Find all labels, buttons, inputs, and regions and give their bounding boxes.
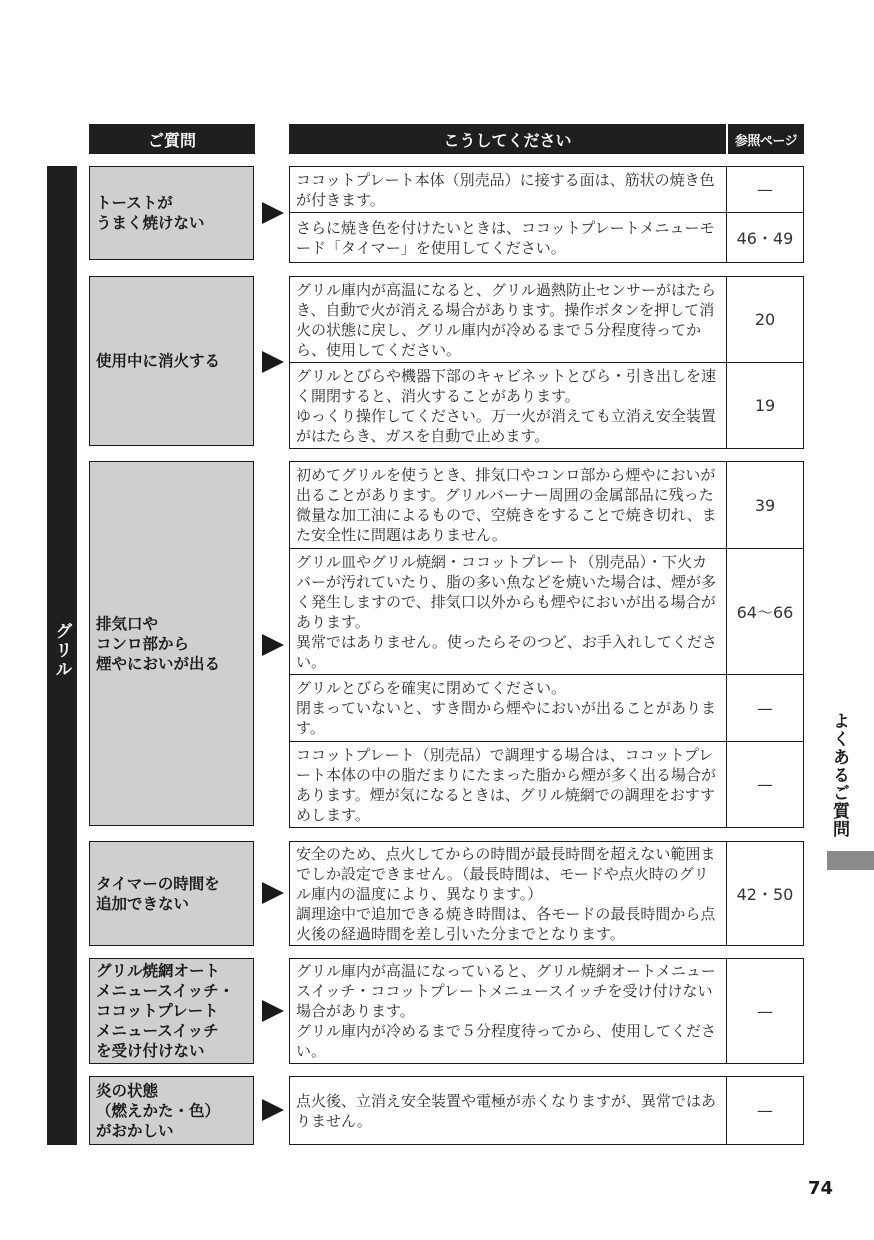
arrow-right-icon (262, 351, 284, 373)
answer-cell: グリルとびらを確実に閉めてください。 閉まっていないと、すき間から煙やにおいが出ることがあります。 (289, 674, 727, 742)
answer-cell: ココットプレート本体（別売品）に接する面は、筋状の焼き色が付きます。 (289, 166, 727, 213)
answer-cell: 点火後、立消え安全装置や電極が赤くなりますが、異常ではありません。 (289, 1076, 727, 1145)
answer-cell: グリル皿やグリル焼網・ココットプレート（別売品）・下火カバーが汚れていたり、脂の多い魚などを焼いた場合は、煙が多く発生しますので、排気口以外からも煙やにおいが出る場合があります。 異常ではありません。使ったらそのつど、お手入れしてください。 (289, 548, 727, 675)
arrow-right-icon (262, 1099, 284, 1121)
question-cell: 排気口や コンロ部から 煙やにおいが出る (89, 461, 254, 826)
reference-cell: 42・50 (726, 841, 804, 946)
question-cell: グリル焼網オート メニュースイッチ・ ココットプレート メニュースイッチ を受け付けない (89, 958, 254, 1064)
answer-cell: 初めてグリルを使うとき、排気口やコンロ部から煙やにおいが出ることがあります。グリルバーナー周囲の金属部品に残った微量な加工油によるもので、空焼きをすることで焼き切れ、また安全性に問題はありません。 (289, 461, 727, 549)
chapter-title: よくあるご質問 (829, 712, 849, 838)
question-cell: タイマーの時間を 追加できない (89, 841, 254, 946)
reference-cell: 46・49 (726, 212, 804, 263)
question-header: ご質問 (89, 124, 255, 154)
arrow-right-icon (262, 1000, 284, 1022)
action-header: こうしてください (289, 124, 726, 154)
answer-cell: グリルとびらや機器下部のキャビネットとびら・引き出しを速く開閉すると、消火することがあります。 ゆっくり操作してください。万一火が消えても立消え安全装置がはたらき、ガスを自動で止めます。 (289, 362, 727, 449)
answer-cell: 安全のため、点火してからの時間が最長時間を超えない範囲までしか設定できません。（最長時間は、モードや点火時のグリル庫内の温度により、異なります。） 調理途中で追加できる焼き時間は、各モードの最長時間から点火後の経過時間を差し引いた分までとなります。 (289, 841, 727, 946)
page-number: 74 (808, 1178, 834, 1199)
reference-page-header: 参照ページ (728, 124, 804, 154)
section-label: グリル (51, 621, 72, 679)
answer-cell: グリル庫内が高温になると、グリル過熱防止センサーがはたらき、自動で火が消える場合があります。操作ボタンを押して消火の状態に戻し、グリル庫内が冷めるまで５分程度待ってから、使用してください。 (289, 276, 727, 363)
reference-cell: 20 (726, 276, 804, 363)
reference-cell: — (726, 1076, 804, 1145)
reference-cell: 19 (726, 362, 804, 449)
answer-cell: さらに焼き色を付けたいときは、ココットプレートメニューモード「タイマー」を使用してください。 (289, 212, 727, 263)
reference-cell: — (726, 958, 804, 1064)
reference-cell: 64～66 (726, 548, 804, 675)
answer-cell: グリル庫内が高温になっていると、グリル焼網オートメニュースイッチ・ココットプレートメニュースイッチを受け付けない場合があります。 グリル庫内が冷めるまで５分程度待ってから、使用してください。 (289, 958, 727, 1064)
question-cell: 使用中に消火する (89, 276, 254, 446)
reference-cell: — (726, 674, 804, 742)
reference-cell: 39 (726, 461, 804, 549)
reference-cell: — (726, 741, 804, 828)
reference-cell: — (726, 166, 804, 213)
arrow-right-icon (262, 882, 284, 904)
chapter-tab (827, 851, 874, 870)
answer-cell: ココットプレート（別売品）で調理する場合は、ココットプレート本体の中の脂だまりにたまった脂から煙が多く出る場合があります。煙が気になるときは、グリル焼網での調理をおすすめします。 (289, 741, 727, 828)
question-cell: 炎の状態 （燃えかた・色） がおかしい (89, 1076, 254, 1145)
question-cell: トーストが うまく焼けない (89, 166, 254, 260)
arrow-right-icon (262, 634, 284, 656)
arrow-right-icon (262, 202, 284, 224)
